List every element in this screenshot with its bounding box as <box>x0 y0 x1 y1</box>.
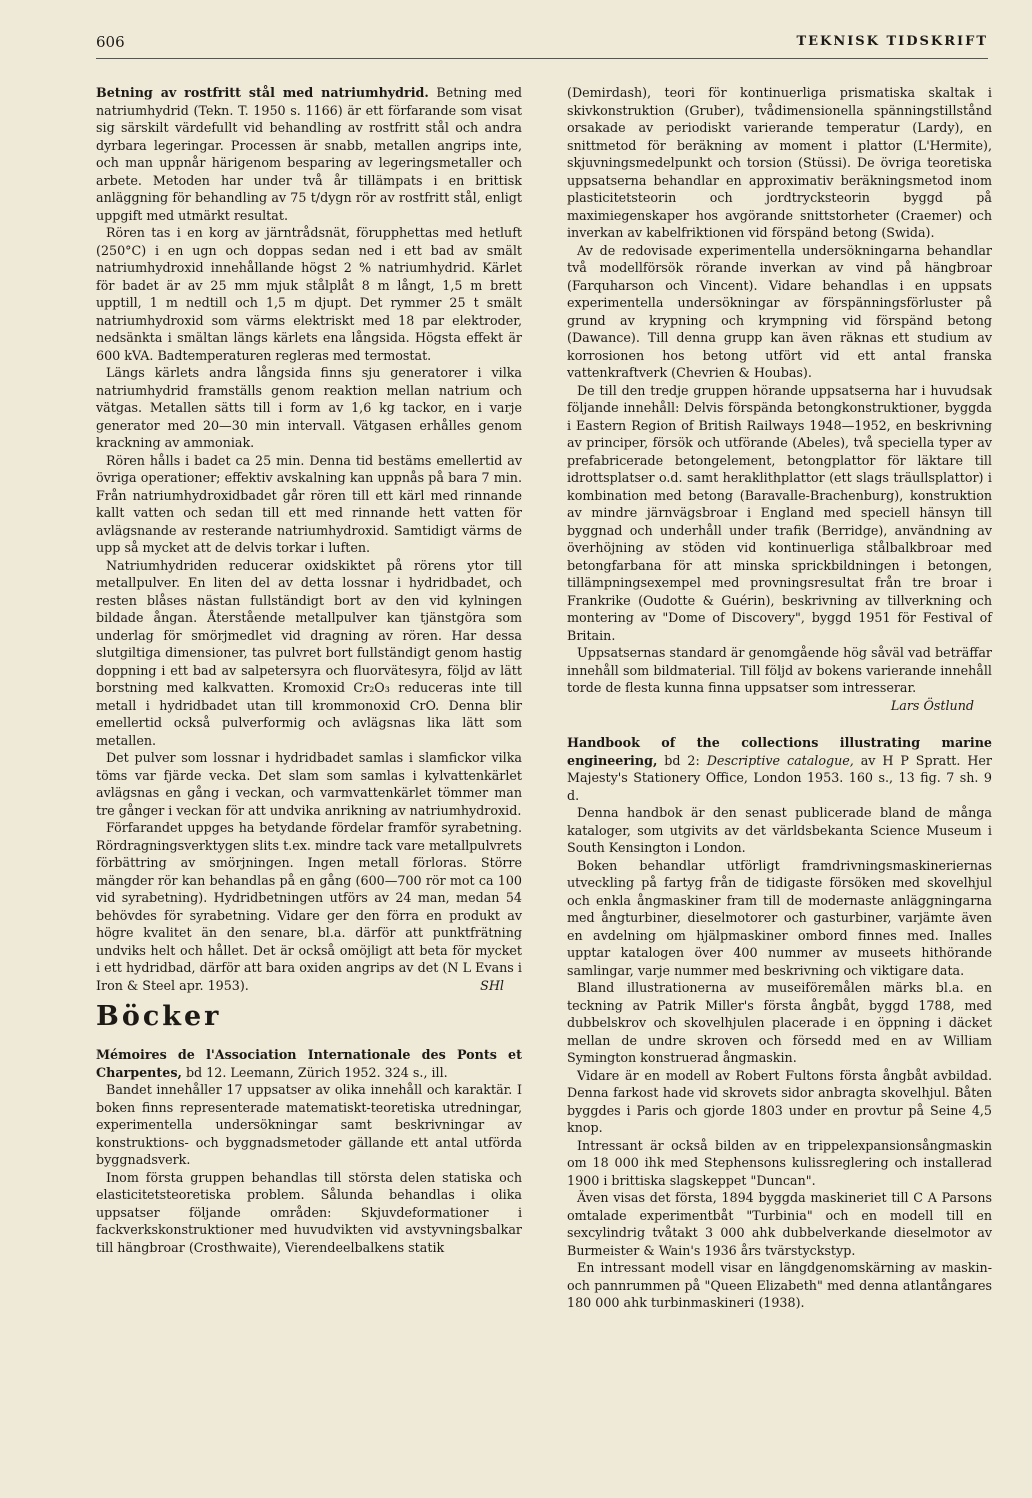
book-2-p5: Intressant är också bilden av en trippelexpansionsångmaskin om 18 000 ihk med Stephensons kulissreglering och installerad 1900 i brittiska slagskeppet "Duncan". <box>567 1137 992 1188</box>
spacer <box>567 714 992 734</box>
book-1-signature: Lars Östlund <box>890 697 974 713</box>
journal-title: TEKNISK TIDSKRIFT <box>796 34 988 49</box>
book-1-p2: Inom första gruppen behandlas till största delen statiska och elasticitetsteoretiska problem. Sålunda behandlas i olika uppsatser följande områden: Skjuvdeformationer i fackverkskonstruktioner med huvudvikten vid avstyvningsbalkar till hängbroar (Crosthwaite), Vierendeelbalkens statik <box>96 1169 522 1255</box>
book-1-p5: Uppsatsernas standard är genomgående hög såväl vad beträffar innehåll som bildmaterial. Till följd av bokens varierande innehåll torde de flesta kunna finna uppsatser som intresserar. Lars Östlund <box>567 645 992 713</box>
book-1-heading <box>96 1046 522 1081</box>
book-1-p4: De till den tredje gruppen hörande uppsatserna har i huvudsak följande innehåll: Delvis förspända betongkonstruktioner, byggda i Eastern Region of British Railways 1948—1952, en beskrivning av principer, försök och utförande (Abeles), två speciella typer av prefabricerade betongelement, betongplattor för läktare till idrottsplatser o.d. samt heraklithplattor (ett slags träullsplattor) i kombination med betong (Baravalle-Brachenburg), konstruktion av mindre järnvägsbroar i England med speciell hänsyn till byggnad och underhåll under trafik (Berridge), användning av överhöjning av stöden vid kontinuerliga stålbalkbroar med betongfarbana för att minska sprickbildningen i betongen, tillämpningsexempel med provningsresultat från tre broar i Frankrike (Oudotte & Guérin), beskrivning av tillverkning och montering av "Dome of Discovery", byggd 1951 för Festival of Britain. <box>567 382 992 643</box>
page-number: 606 <box>96 33 125 51</box>
header-rule <box>96 58 988 59</box>
book-2-subtitle: Descriptive catalogue, <box>706 752 854 768</box>
left-column <box>96 84 522 1256</box>
book-2-p1: Denna handbok är den senast publicerade bland de många kataloger, som utgivits av det världsbekanta Science Museum i South Kensington i London. <box>567 805 992 855</box>
book-2-p2: Boken behandlar utförligt framdrivningsmaskineriernas utveckling på fartyg från de tidigaste försöken med skovelhjul och enkla ångmaskiner fram till de modernaste anläggningarna med ångturbiner, dieselmotorer och gasturbiner, varjämte även en avdelning om hjälpmaskiner ombord finnes med. Inalles upptar katalogen över 400 nummer av museets hithörande samlingar, varje nummer med beskrivning och viktigare data. <box>567 857 992 978</box>
article-1-signature: SHl <box>480 977 504 993</box>
book-2-title: Handbook of the collections illustrating marine engineering, <box>567 735 992 768</box>
book-1-p2-cont: (Demirdash), teori för kontinuerliga prismatiska skaltak i skivkonstruktion (Gruber), tvådimensionella spänningstillstånd orsakade av periodiskt varierande temperatur (Lardy), en snittmetod för beräkning av moment i plattor (L'Hermite), skjuvningsmedelpunkt och torsion (Stüssi). De övriga teoretiska uppsatserna behandlar en approximativ beräkningsmetod inom plasticitetsteorin och jordtrycksteorin byggd på maximiegenskaper hos avgörande snittstorheter (Craemer) och inverkan av kabelfriktionen vid förspänd betong (Swida). <box>567 85 992 240</box>
section-heading: Böcker <box>96 1001 222 1032</box>
book-2-p4: Vidare är en modell av Robert Fultons första ångbåt avbildad. Denna farkost hade vid skrovets sidor anbragta skovelhjul. Båten byggdes i Paris och gjorde 1803 under en provtur på Seine 4,5 knop. <box>567 1067 992 1135</box>
book-1-p3: Av de redovisade experimentella undersökningarna behandlar två modellförsök rörande inverkan av vind på hängbroar (Farquharson och Vincent). Vidare behandlas i en uppsats experimentella undersökningar av förspänningsförluster på grund av krypning och krympning vid förspänd betong (Dawance). Till denna grupp kan även räknas ett studium av korrosionen hos betong utfört vid ett antal franska vattenkraftverk (Chevrien & Houbas). <box>567 242 992 380</box>
article-1-p3: Längs kärlets andra långsida finns sju generatorer i vilka natriumhydrid framställs genom reaktion mellan natrium och vätgas. Metallen sätts till i form av 1,6 kg tackor, en i varje generator med 20—30 min intervall. Vätgasen erhålles genom krackning av ammoniak. <box>96 365 522 450</box>
book-2-p7: En intressant modell visar en längdgenomskärning av maskin- och pannrummen på "Queen Elizabeth" med denna atlantångares 180 000 ahk turbinmaskineri (1938). <box>567 1260 992 1310</box>
right-column <box>567 84 992 1312</box>
article-1-p5: Natriumhydriden reducerar oxidskiktet på rörens ytor till metallpulver. En liten del av detta lossnar i hydridbadet, och resten blåses nästan fullständigt bort av den vid kylningen bildade ångan. Återstående metallpulver kan tjänstgöra som underlag för smörjmedlet vid dragning av rören. Har dessa slutgiltiga dimensioner, tas pulvret bort fullständigt genom hastig doppning i ett bad av salpetersyra och fluorvätesyra, följd av lätt borstning med kalkvatten. Kromoxid Cr₂O₃ reduceras inte till metall i hydridbadet utan till krommonoxid CrO. Denna blir emellertid också pulverformig och avlägsnas lika lätt som metallen. <box>96 557 522 748</box>
article-1-p1: Betning av rostfritt stål med natriumhydrid. Betning med natriumhydrid (Tekn. T. 1950 s. 1166) är ett förfarande som visat sig särskilt värdefullt vid behandling av rostfritt stål och andra dyrbara legeringar. Processen är snabb, metallen angrips inte, och man uppnår härigenom besparing av legeringsmetaller och arbete. Metoden har under två år tillämpats i en brittisk anläggning för behandling av 75 t/dygn rör av rostfritt stål, enligt uppgift med utmärkt resultat. <box>96 85 522 223</box>
book-1-meta: bd 12. Leemann, Zürich 1952. 324 s., ill. <box>185 1064 448 1080</box>
book-1-title: Mémoires de l'Association Internationale des Ponts et Charpentes, <box>96 1047 522 1080</box>
article-1-p7: Förfarandet uppges ha betydande fördelar framför syrabetning. Rördragningsverktygen slits t.ex. mindre tack vare metallpulvrets förbättring av smörjningen. Ingen metall förloras. Större mängder rör kan behandlas på en gång (600—700 rör mot ca 100 vid syrabetning). Hydridbetningen utförs av 24 man, medan 54 behövdes för syrabetning. Vidare ger den förra en produkt av högre kvalitet än den senare, bl.a. därför att punktfrätning undviks helt och hållet. Det är också omöjligt att beta för mycket i ett hydridbad, därför att bara oxiden angrips av det (N L Evans i Iron & Steel apr. 1953). SHl <box>96 820 522 993</box>
book-1-p1: Bandet innehåller 17 uppsatser av olika innehåll och karaktär. I boken finns representerade matematiskt-teoretiska utredningar, experimentella undersökningar samt beskrivningar av konstruktions- och byggnadsmetoder gällande ett antal utförda byggnadsverk. <box>96 1082 522 1167</box>
article-1-p2: Rören tas i en korg av järntrådsnät, förupphettas med hetluft (250°C) i en ugn och doppas sedan ned i ett bad av smält natriumhydroxid innehållande högst 2 % natriumhydrid. Kärlet för badet är av 25 mm mjuk stålplåt 8 m långt, 1,5 m brett upptill, 1 m nedtill och 1,5 m djupt. Det rymmer 25 t smält natriumhydroxid som värms elektriskt med 18 par elektroder, nedsänkta i smältan längs kärlets ena långsida. Högsta effekt är 600 kVA. Badtemperaturen regleras med termostat. <box>96 225 522 363</box>
article-1-p4: Rören hålls i badet ca 25 min. Denna tid bestäms emellertid av övriga operationer; effektiv avskalning kan uppnås på bara 7 min. Från natriumhydroxidbadet går rören till ett kärl med rinnande kallt vatten och sedan till ett med rinnande hett vatten för avlägsnande av resterande natriumhydroxid. Samtidigt värms de upp så mycket att de delvis torkar i luften. <box>96 452 522 555</box>
article-1-title: Betning av rostfritt stål med natriumhydrid. <box>96 85 429 100</box>
book-2-p6: Även visas det första, 1894 byggda maskineriet till C A Parsons omtalade experimentbåt "Turbinia" och en modell till en sexcylindrig tvåtakt 3 000 ahk dubbelverkande dieselmotor av Burmeister & Wain's 1936 års tvärstyckstyp. <box>567 1190 992 1258</box>
book-2-heading: Handbook of the collections illustrating marine engineering, bd 2: Descriptive catalogue, av H P Spratt. Her Majesty's Stationery Office, London 1953. 160 s., 13 fig. 7 sh. 9 d. <box>567 735 992 803</box>
article-1-p6: Det pulver som lossnar i hydridbadet samlas i slamfickor vilka töms var fjärde vecka. Det slam som samlas i kylvattenkärlet avlägsnas en gång i veckan, och varmvattenkärlet tömmer man tre gånger i veckan för att undvika anrikning av natriumhydroxid. <box>96 750 522 818</box>
book-2-p3: Bland illustrationerna av museiföremålen märks bl.a. en teckning av Patrik Miller's första ångbåt, byggd 1788, med dubbelskrov och skovelhjulen placerade i en öppning i däcket mellan de undre skroven och försedd med en av William Symington konstruerad ångmaskin. <box>567 980 992 1065</box>
page-header <box>96 33 988 55</box>
